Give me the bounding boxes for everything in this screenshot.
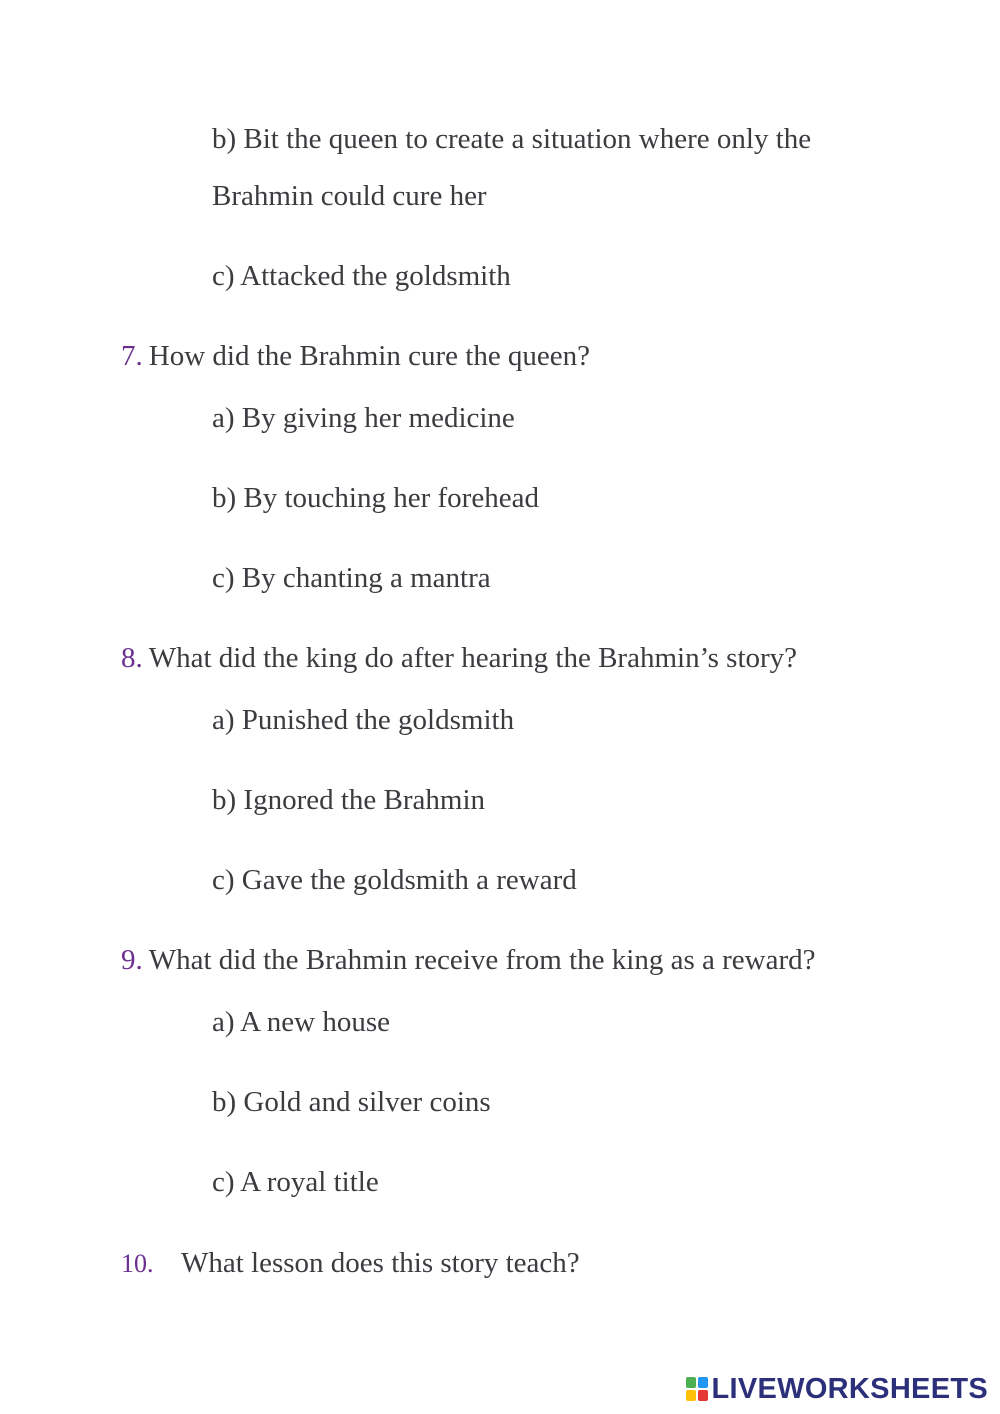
question-text: What did the Brahmin receive from the king as a reward? [148, 944, 816, 976]
question-9 [121, 942, 815, 978]
question-number: 10. [121, 1249, 154, 1278]
question-10 [121, 1245, 580, 1282]
option-6c: c) Attacked the goldsmith [212, 260, 511, 292]
watermark-text: LIVEWORKSHEETS [711, 1372, 988, 1405]
option-9b: b) Gold and silver coins [212, 1086, 491, 1118]
liveworksheets-watermark[interactable] [686, 1372, 989, 1406]
option-8a: a) Punished the goldsmith [212, 704, 515, 736]
question-number: 7. [121, 340, 143, 372]
liveworksheets-logo-icon [686, 1377, 708, 1401]
option-8c: c) Gave the goldsmith a reward [212, 864, 577, 896]
option-9c: c) A royal title [212, 1166, 379, 1198]
option-6b-line2: Brahmin could cure her [212, 180, 487, 212]
question-7 [121, 338, 590, 374]
option-9a: a) A new house [212, 1006, 390, 1038]
question-text: What lesson does this story teach? [181, 1247, 580, 1279]
option-8b: b) Ignored the Brahmin [212, 784, 486, 816]
question-number: 8. [121, 642, 143, 674]
option-7a: a) By giving her medicine [212, 402, 515, 434]
question-text: What did the king do after hearing the Brahmin’s story? [148, 642, 798, 674]
question-text: How did the Brahmin cure the queen? [148, 340, 591, 372]
question-8 [121, 640, 797, 676]
option-7b: b) By touching her forehead [212, 482, 539, 514]
option-7c: c) By chanting a mantra [212, 562, 491, 594]
option-6b-line1: b) Bit the queen to create a situation where only the [212, 123, 812, 155]
question-number: 9. [121, 944, 143, 976]
